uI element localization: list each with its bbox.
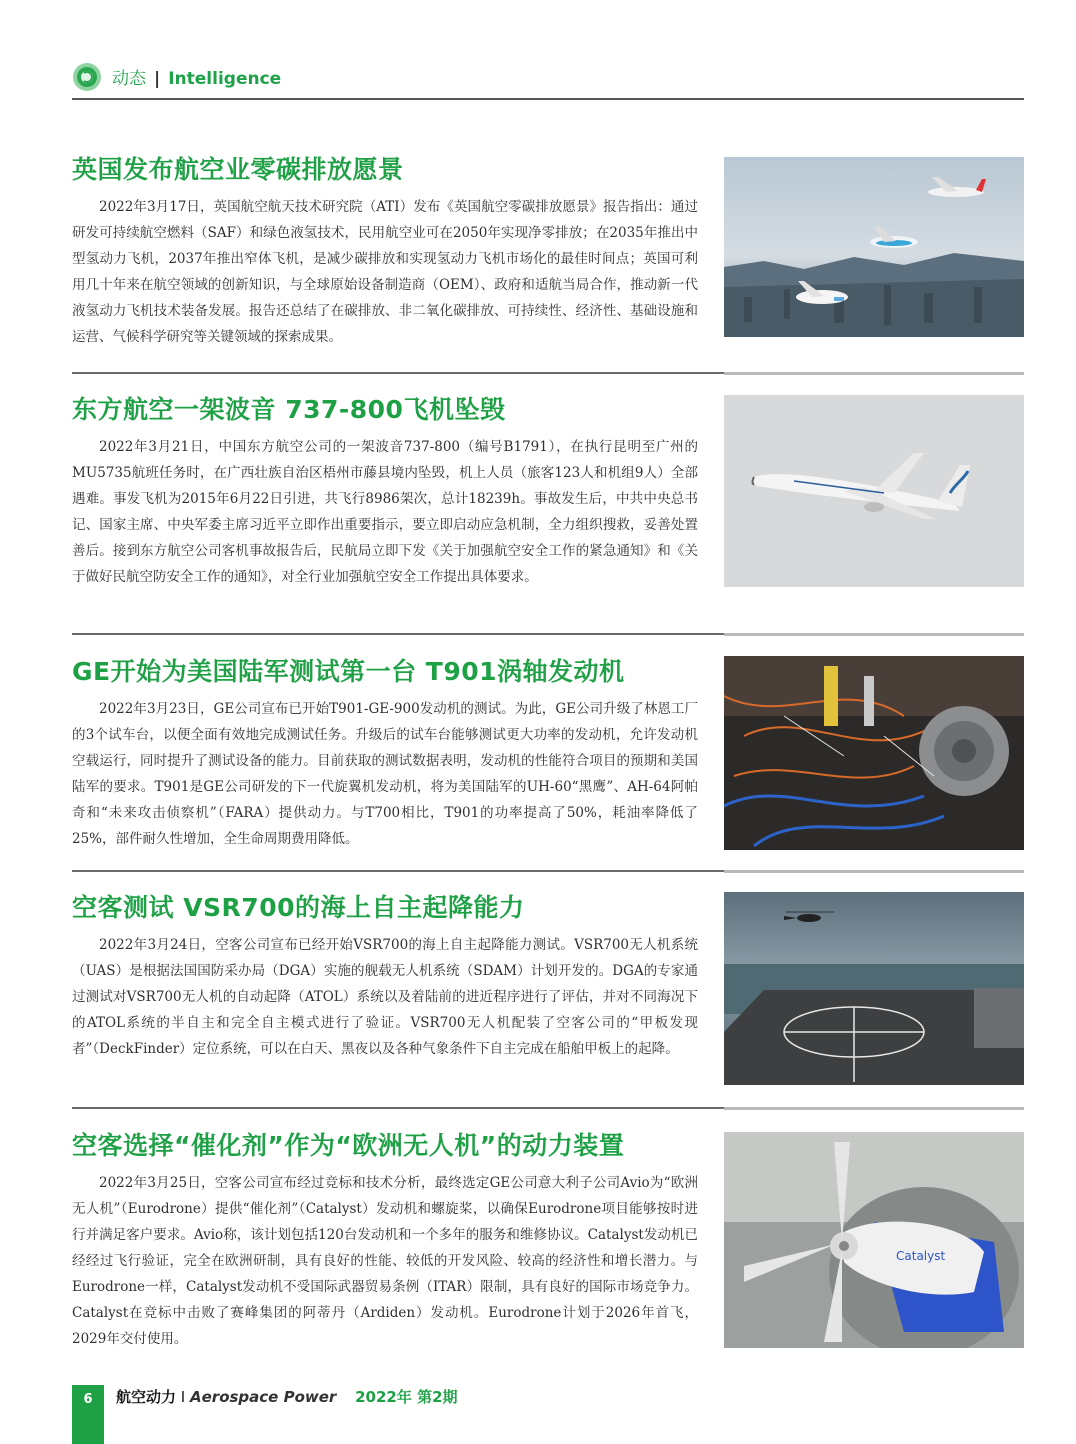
section-name-cn: 动态: [112, 69, 146, 89]
page-header: [72, 58, 1024, 100]
section-logo-icon: [72, 62, 102, 92]
article-body: 2022年3月17日，英国航空航天技术研究院（ATI）发布《英国航空零碳排放愿景》报告指出：通过研发可持续航空燃料（SAF）和绿色液氢技术，民用航空业可在2050年实现净零排放；在2035年推出中型氢动力飞机，2037年推出窄体飞机，是减少碳排放和实现氢动力飞机市场化的最佳时间点；英国可利用几十年来在航空领域的创新知识，与全球原始设备制造商（OEM）、政府和适航当局合作，推动新一代液氢动力飞机技术装备发展。报告还总结了在碳排放、非二氧化碳排放、可持续性、经济性、基础设施和运营、气候科学研究等关键领域的探索成果。: [72, 199, 698, 345]
header-rule: [72, 98, 1024, 100]
article-body: 2022年3月25日，空客公司宣布经过竞标和技术分析，最终选定GE公司意大利子公司Avio为“欧洲无人机”（Eurodrone）提供“催化剂”（Catalyst）发动机和螺旋桨，以确保Eurodrone项目能够按时进行并满足客户要求。Avio称，该计划包括120台发动机和一个多年的服务和维修协议。Catalyst发动机已经经过飞行验证，完全在欧洲研制，具有良好的性能、较低的开发风险、较高的经济性和增长潜力。与Eurodrone一样，Catalyst发动机不受国际武器贸易条例（ITAR）限制，具有良好的国际市场竞争力。Catalyst在竞标中击败了赛峰集团的阿蒂丹（Ardiden）发动机。Eurodrone计划于2026年首飞，2029年交付使用。: [72, 1175, 698, 1347]
article-title: 英国发布航空业零碳排放愿景: [72, 155, 404, 184]
article-divider: [72, 372, 1024, 374]
article-title: 东方航空一架波音 737-800飞机坠毁: [72, 395, 506, 424]
article-body: 2022年3月24日，空客公司宣布已经开始VSR700的海上自主起降能力测试。VSR700无人机系统（UAS）是根据法国国防采办局（DGA）实施的舰载无人机系统（SDAM）计划开发的。DGA的专家通过测试对VSR700无人机的自动起降（ATOL）系统以及着陆前的进近程序进行了评估，并对不同海况下的ATOL系统的半自主和完全自主模式进行了验证。VSR700无人机配装了空客公司的“甲板发现者”（DeckFinder）定位系统，可以在白天、黑夜以及各种气象条件下自主完成在船舶甲板上的起降。: [72, 937, 698, 1057]
catalyst-engine-photo: [724, 1132, 1024, 1348]
page-number: 6: [83, 1392, 93, 1407]
article-body: 2022年3月23日，GE公司宣布已开始T901-GE-900发动机的测试。为此，GE公司升级了林恩工厂的3个试车台，以便全面有效地完成测试任务。升级后的试车台能够测试更大功率的发动机，允许发动机空载运行，同时提升了测试设备的能力。目前获取的测试数据表明，发动机的性能符合项目的预期和美国陆军的要求。T901是GE公司研发的下一代旋翼机发动机，将为美国陆军的UH-60“黑鹰”、AH-64阿帕奇和“未来攻击侦察机”（FARA）提供动力。与T700相比，T901的功率提高了50%，耗油率降低了25%，部件耐久性增加，全生命周期费用降低。: [72, 701, 698, 847]
boeing-737-photo: [724, 395, 1024, 587]
catalyst-label: Catalyst: [896, 1249, 946, 1263]
issue-number: 2022年 第2期: [355, 1388, 458, 1406]
article-divider: [72, 633, 1024, 635]
article-title: GE开始为美国陆军测试第一台 T901涡轴发动机: [72, 657, 625, 686]
section-name-en: Intelligence: [168, 69, 282, 89]
t901-engine-test-photo: [724, 656, 1024, 850]
hydrogen-aircraft-city-photo: [724, 157, 1024, 337]
article-divider: [72, 1107, 1024, 1109]
vsr700-ship-deck-photo: [724, 892, 1024, 1085]
section-separator: |: [154, 69, 161, 89]
article-title: 空客选择“催化剂”作为“欧洲无人机”的动力装置: [72, 1131, 625, 1160]
magazine-name-cn: 航空动力: [116, 1388, 177, 1406]
article-body: 2022年3月21日，中国东方航空公司的一架波音737-800（编号B1791），在执行昆明至广州的MU5735航班任务时，在广西壮族自治区梧州市藤县境内坠毁，机上人员（旅客123人和机组9人）全部遇难。事发飞机为2015年6月22日引进，共飞行8986架次，总计18239h。事故发生后，中共中央总书记、国家主席、中央军委主席习近平立即作出重要指示，要立即启动应急机制，全力组织搜救，妥善处置善后。接到东方航空公司客机事故报告后，民航局立即下发《关于加强航空安全工作的紧急通知》和《关于做好民航空防安全工作的通知》，对全行业加强航空安全工作提出具体要求。: [72, 439, 698, 585]
section-heading: [112, 64, 281, 89]
magazine-name-en: Aerospace Power: [190, 1388, 337, 1406]
footer-masthead: [116, 1386, 458, 1407]
footer-divider: I: [180, 1388, 186, 1406]
article-title: 空客测试 VSR700的海上自主起降能力: [72, 893, 525, 922]
article-divider: [72, 870, 1024, 872]
